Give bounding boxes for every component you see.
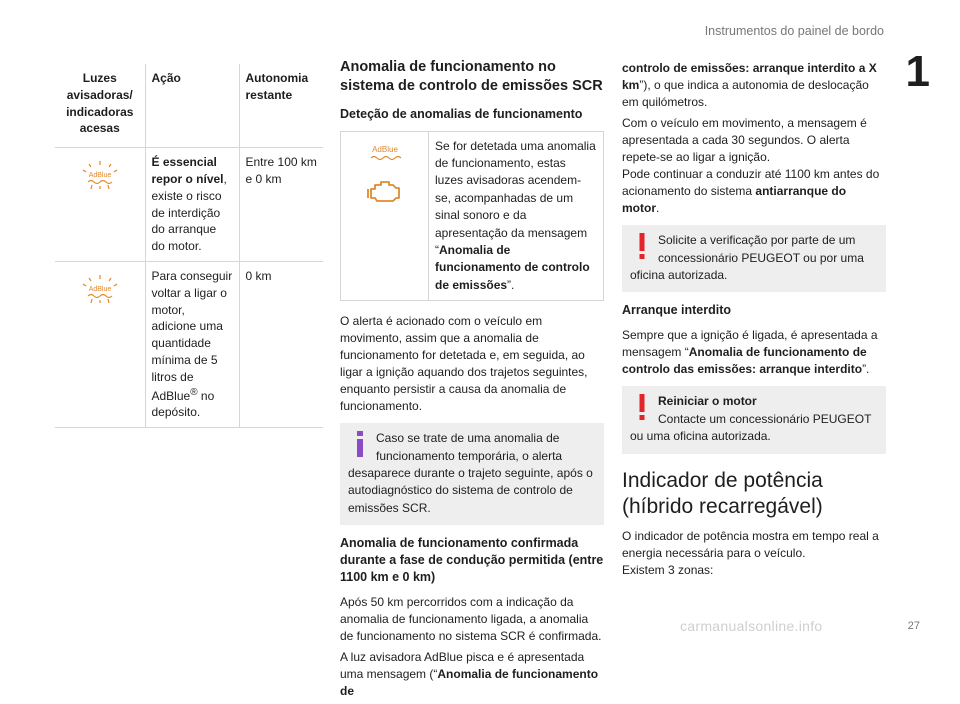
warning-note [622, 225, 886, 292]
chapter-number: 1 [905, 47, 930, 96]
registered-mark: ® [190, 386, 198, 398]
right-column: controlo de emissões: arranque interdito a X km”), o que indica a autonomia de deslocação em quilómetros. Com o veículo em movimento, a mensagem é apresentada a cada 30 segundos. O alerta repete-se ao ligar a ignição. Pode continuar a conduzir até 1100 km antes do acionamento do sistema antiarranque do motor. Solicite a verificação por parte de um concessionário PEUGEOT ou por uma oficina autorizada. Arranque interdito Sempre que a ignição é ligada, é apresentada a mensagem “Anomalia de funcionamento de controlo das emissões: arranque interdito”. Reiniciar o motor Contacte um concessionário PEUGEOT ou uma oficina autorizada. Indicador de potência (híbrido recarregável) O indicador de potência mostra em tempo real a energia necessária para o veículo. Existem 3 zonas: [622, 60, 886, 583]
start-paragraph-bold: Anomalia de funcionamento de controlo das emissões: arranque interdito [622, 345, 867, 377]
row1-action-bold: É essencial repor o nível [151, 155, 224, 186]
adblue-lamp-label: AdBlue [88, 285, 112, 293]
warning-exclamation-icon [630, 393, 654, 423]
header-title: Instrumentos do painel de bordo [704, 24, 884, 38]
section-title-scr: Anomalia de funcionamento no sistema de controlo de emissões SCR [340, 59, 603, 94]
start-paragraph: Sempre que a ignição é ligada, é apresentada a mensagem “ [622, 328, 878, 360]
adblue-text-icon [365, 144, 405, 167]
confirmed-paragraph: Após 50 km percorridos com a indicação da anomalia de funcionamento ligada, a anomalia de funcionamento no sistema SCR é confirmada. [340, 594, 602, 643]
watermark: carmanualsonline.info [680, 618, 823, 634]
repeat-paragraph: Com o veículo em movimento, a mensagem é apresentada a cada 30 segundos. O alerta repete-se ao ligar a ignição. [622, 116, 867, 165]
restart-text: Contacte um concessionário PEUGEOT ou uma oficina autorizada. [630, 411, 872, 444]
box-text-end: ”. [507, 277, 515, 292]
warning-lamp-table [55, 64, 323, 428]
drive-paragraph-bold: antiarranque do motor [622, 184, 847, 216]
power-indicator-heading: Indicador de potência (híbrido recarregável) [622, 468, 823, 518]
restart-title: Reiniciar o motor [658, 394, 757, 409]
box-text: Se for detetada uma anomalia de funcionamento, estas luzes avisadoras acendem-se, acompanhadas de um sinal sonoro e da apresentação da mensagem “ [435, 138, 596, 257]
engine-check-icon [367, 179, 403, 210]
row2-action-end: no depósito. [151, 388, 215, 420]
box-text-bold: Anomalia de funcionamento de controlo de emissões [435, 242, 590, 292]
table-header-lamps: Luzes avisadoras/ indicadoras acesas [55, 64, 145, 148]
zones-paragraph: Existem 3 zonas: [622, 563, 714, 578]
box-lamp-label: AdBlue [371, 144, 398, 154]
adblue-warning-icon [61, 154, 139, 190]
start-prohibited-heading: Arranque interdito [622, 303, 732, 318]
page-number: 27 [907, 620, 920, 632]
warning-note-text: Solicite a verificação por parte de um concessionário PEUGEOT ou por uma oficina autorizada. [630, 233, 864, 283]
info-icon [348, 430, 372, 460]
table-header-range: Autonomia restante [239, 64, 323, 148]
table-row [55, 261, 323, 427]
middle-column [340, 58, 604, 704]
warning-exclamation-icon [630, 232, 654, 262]
blink-paragraph-bold: Anomalia de funcionamento de [340, 666, 599, 698]
restart-warning-note [622, 386, 886, 453]
table-header-action: Ação [145, 64, 239, 148]
table-row [55, 148, 323, 262]
continued-bold: controlo de emissões: arranque interdito a X km [622, 61, 877, 93]
drive-paragraph: Pode continuar a conduzir até 1100 km antes do acionamento do sistema [622, 167, 880, 199]
confirmed-heading: Anomalia de funcionamento confirmada durante a fase de condução permitida (entre 1100 km e 0 km) [340, 536, 604, 584]
info-note-text: Caso se trate de uma anomalia de funcionamento temporária, o alerta desaparece durante o trajeto seguinte, após o autodiagnóstico do sistema de controlo de emissões SCR. [348, 431, 593, 515]
alert-paragraph: O alerta é acionado com o veículo em movimento, assim que a anomalia de funcionamento for detetada e, em seguida, ao ligar a ignição aquando dos trajetos seguintes, enquanto persistir a causa da anomalia de funcionamento. [340, 314, 588, 414]
detect-heading: Deteção de anomalias de funcionamento [340, 106, 583, 121]
info-note [340, 423, 604, 525]
row2-range: 0 km [239, 261, 323, 427]
power-paragraph: O indicador de potência mostra em tempo real a energia necessária para o veículo. [622, 529, 879, 561]
blink-paragraph: A luz avisadora AdBlue pisca e é apresentada uma mensagem (“ [340, 649, 585, 681]
row2-action: Para conseguir voltar a ligar o motor, adicione uma quantidade mínima de 5 litros de AdBlue [151, 268, 233, 403]
adblue-lamp-label: AdBlue [88, 172, 112, 180]
lamp-info-box [340, 131, 604, 302]
row1-action: , existe o risco de interdição do arranque do motor. [151, 171, 227, 254]
row1-range: Entre 100 km e 0 km [239, 148, 323, 262]
adblue-blinking-icon [61, 268, 139, 304]
continued-text: ”), o que indica a autonomia de deslocação em quilómetros. [622, 78, 869, 110]
